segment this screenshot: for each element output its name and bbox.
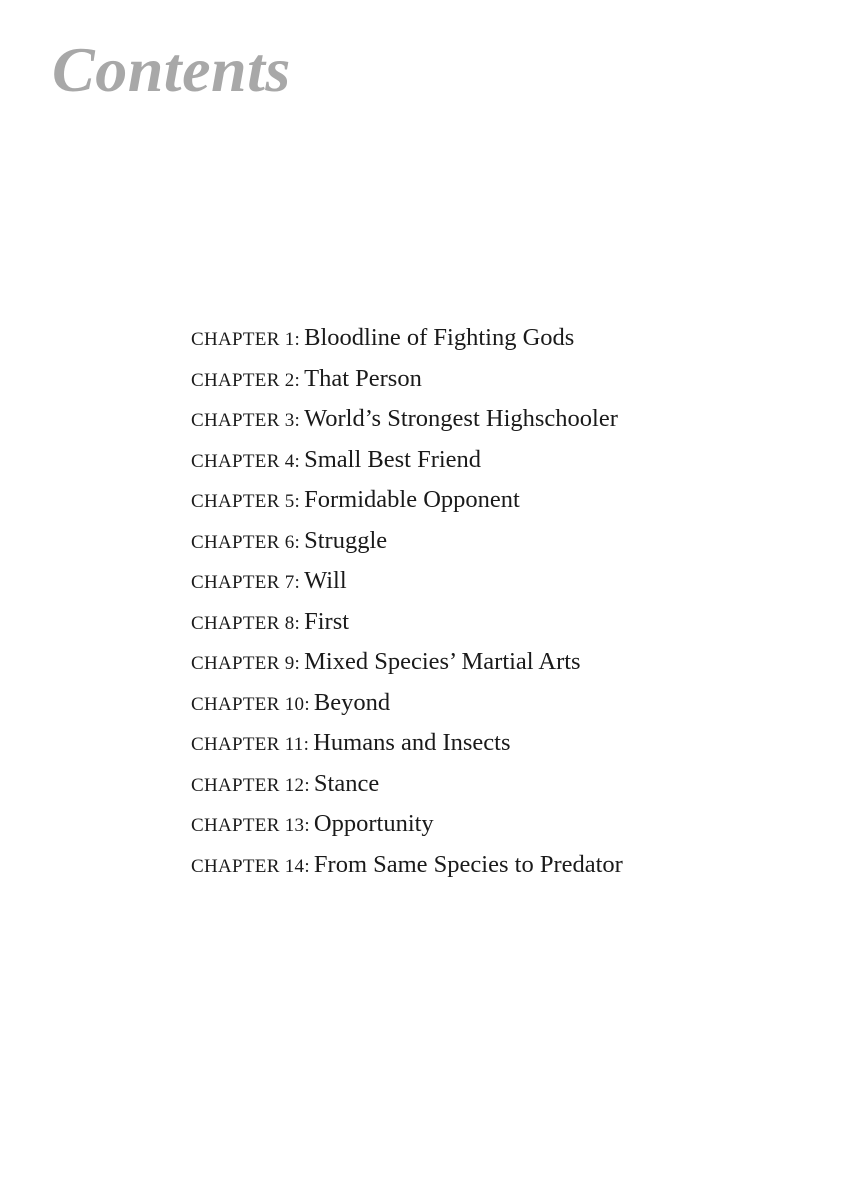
- chapter-title: Mixed Species’ Martial Arts: [304, 648, 581, 675]
- chapter-number-label: CHAPTER 9:: [191, 653, 301, 674]
- chapter-number-label: CHAPTER 10:: [191, 693, 310, 715]
- table-of-contents: [191, 320, 623, 887]
- chapter-title: Will: [304, 567, 347, 594]
- chapter-title: Formidable Opponent: [304, 486, 520, 513]
- chapter-title: Beyond: [313, 688, 391, 716]
- toc-entry-chapter-12[interactable]: [191, 766, 623, 807]
- chapter-title: First: [304, 607, 350, 635]
- chapter-title: Opportunity: [313, 810, 434, 837]
- chapter-number-label: CHAPTER 7:: [191, 572, 301, 593]
- chapter-number-label: CHAPTER 11:: [191, 734, 310, 755]
- chapter-number-label: CHAPTER 12:: [191, 774, 310, 796]
- chapter-title: World’s Strongest Highschooler: [304, 405, 618, 432]
- toc-entry-chapter-3[interactable]: [191, 401, 623, 442]
- toc-entry-chapter-13[interactable]: [191, 806, 623, 847]
- chapter-number-label: CHAPTER 6:: [191, 531, 301, 553]
- toc-entry-chapter-8[interactable]: [191, 604, 623, 645]
- chapter-title: Stance: [313, 769, 380, 797]
- chapter-number-label: CHAPTER 14:: [191, 855, 310, 877]
- chapter-number-label: CHAPTER 8:: [191, 612, 301, 634]
- toc-entry-chapter-4[interactable]: [191, 442, 623, 483]
- toc-entry-chapter-7[interactable]: [191, 563, 623, 604]
- toc-entry-chapter-6[interactable]: [191, 523, 623, 564]
- chapter-title: That Person: [304, 364, 422, 392]
- chapter-title: Humans and Insects: [313, 729, 511, 756]
- chapter-title: Bloodline of Fighting Gods: [304, 324, 575, 351]
- chapter-title: From Same Species to Predator: [313, 850, 623, 878]
- chapter-number-label: CHAPTER 2:: [191, 369, 301, 391]
- chapter-number-label: CHAPTER 3:: [191, 410, 301, 431]
- toc-entry-chapter-2[interactable]: [191, 361, 623, 402]
- chapter-number-label: CHAPTER 5:: [191, 491, 301, 512]
- toc-entry-chapter-11[interactable]: [191, 725, 623, 766]
- toc-entry-chapter-10[interactable]: [191, 685, 623, 726]
- chapter-number-label: CHAPTER 1:: [191, 329, 301, 350]
- toc-entry-chapter-14[interactable]: [191, 847, 623, 888]
- page-title: Contents: [52, 34, 291, 105]
- toc-entry-chapter-1[interactable]: [191, 320, 623, 361]
- chapter-title: Small Best Friend: [304, 445, 482, 473]
- toc-entry-chapter-9[interactable]: [191, 644, 623, 685]
- chapter-number-label: CHAPTER 13:: [191, 815, 310, 836]
- toc-entry-chapter-5[interactable]: [191, 482, 623, 523]
- chapter-number-label: CHAPTER 4:: [191, 450, 301, 472]
- chapter-title: Struggle: [304, 526, 388, 554]
